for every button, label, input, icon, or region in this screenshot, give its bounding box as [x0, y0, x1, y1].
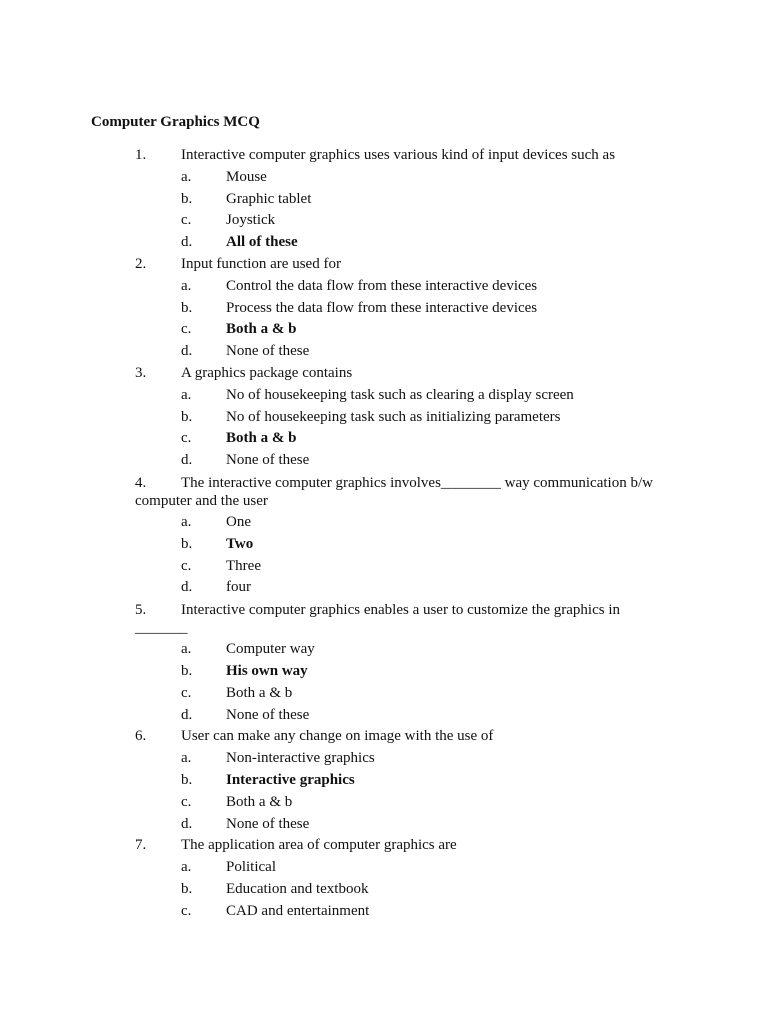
- question-2-option-4: [0, 341, 768, 363]
- correct-answer-text: Both a & b: [226, 321, 297, 338]
- question-line: [0, 835, 768, 857]
- correct-answer-text: Both a & b: [226, 430, 297, 447]
- option-text: Political: [226, 859, 276, 876]
- question-number: 5.: [135, 602, 147, 619]
- question-text: The application area of computer graphics are: [181, 837, 457, 854]
- question-item-5: [0, 599, 768, 726]
- question-1-option-4: [0, 232, 768, 254]
- question-item-1: [0, 145, 768, 254]
- option-text: Computer way: [226, 641, 315, 658]
- question-text: Interactive computer graphics uses various kind of input devices such as: [181, 147, 616, 163]
- option-list: [0, 857, 768, 922]
- question-line: [0, 145, 768, 167]
- question-2-option-3: [0, 319, 768, 341]
- option-letter: b.: [181, 880, 193, 897]
- option-text: None of these: [226, 706, 310, 723]
- question-number: 1.: [135, 147, 147, 163]
- question-2-option-1: [0, 276, 768, 298]
- question-number: 3.: [135, 364, 147, 381]
- question-item-2: [0, 254, 768, 363]
- question-number: 4.: [135, 474, 147, 491]
- option-letter: c.: [181, 557, 192, 574]
- option-letter: c.: [181, 902, 192, 919]
- question-number: 2.: [135, 255, 147, 272]
- question-list: [0, 145, 768, 923]
- option-text: Control the data flow from these interactive devices: [226, 277, 538, 294]
- option-letter: b.: [181, 299, 193, 316]
- option-letter: c.: [181, 793, 192, 810]
- option-letter: b.: [181, 535, 193, 552]
- question-3-option-3: [0, 428, 768, 450]
- question-item-3: [0, 363, 768, 472]
- question-item-4: [0, 472, 768, 599]
- correct-answer-text: Interactive graphics: [226, 771, 355, 788]
- option-letter: a.: [181, 641, 192, 658]
- question-7-option-1: [0, 857, 768, 879]
- question-item-6: [0, 726, 768, 835]
- question-text: Interactive computer graphics enables a user to customize the graphics in _______: [135, 602, 620, 637]
- option-text: Non-interactive graphics: [226, 750, 375, 767]
- option-text: Education and textbook: [226, 880, 369, 897]
- option-letter: a.: [181, 859, 192, 876]
- question-text: Input function are used for: [181, 255, 341, 272]
- option-letter: c.: [181, 430, 192, 447]
- option-list: [0, 748, 768, 835]
- option-letter: c.: [181, 212, 192, 229]
- question-5-option-3: [0, 683, 768, 705]
- option-text: None of these: [226, 343, 310, 360]
- option-text: One: [226, 513, 251, 530]
- option-letter: a.: [181, 513, 192, 530]
- question-1-option-1: [0, 167, 768, 189]
- option-letter: d.: [181, 579, 193, 596]
- question-line: [0, 472, 768, 512]
- option-letter: a.: [181, 386, 192, 403]
- question-line: [0, 254, 768, 276]
- option-letter: a.: [181, 750, 192, 767]
- question-number: 7.: [135, 837, 147, 854]
- option-text: None of these: [226, 452, 310, 469]
- option-letter: a.: [181, 277, 192, 294]
- option-text: Three: [226, 557, 261, 574]
- option-text: No of housekeeping task such as initializing parameters: [226, 408, 561, 425]
- question-6-option-3: [0, 792, 768, 814]
- question-line: [0, 363, 768, 385]
- option-letter: a.: [181, 168, 192, 185]
- question-6-option-4: [0, 814, 768, 836]
- question-text: A graphics package contains: [181, 364, 353, 381]
- question-4-option-1: [0, 512, 768, 534]
- question-2-option-2: [0, 298, 768, 320]
- option-text: CAD and entertainment: [226, 902, 370, 919]
- option-list: [0, 167, 768, 254]
- correct-answer-text: His own way: [226, 662, 308, 679]
- option-letter: d.: [181, 343, 193, 360]
- option-list: [0, 276, 768, 363]
- question-1-option-2: [0, 189, 768, 211]
- question-6-option-1: [0, 748, 768, 770]
- option-letter: b.: [181, 662, 193, 679]
- option-text: Both a & b: [226, 793, 293, 810]
- question-7-option-2: [0, 879, 768, 901]
- question-3-option-2: [0, 407, 768, 429]
- question-item-7: [0, 835, 768, 922]
- question-4-option-2: [0, 534, 768, 556]
- question-line: [0, 726, 768, 748]
- question-3-option-1: [0, 385, 768, 407]
- option-letter: b.: [181, 408, 193, 425]
- option-letter: d.: [181, 815, 193, 832]
- option-text: No of housekeeping task such as clearing a display screen: [226, 386, 574, 403]
- question-7-option-3: [0, 901, 768, 923]
- option-list: [0, 639, 768, 726]
- question-text: User can make any change on image with the use of: [181, 728, 494, 745]
- option-text: Joystick: [226, 212, 276, 229]
- option-text: Process the data flow from these interactive devices: [226, 299, 538, 316]
- option-letter: d.: [181, 452, 193, 469]
- question-1-option-3: [0, 210, 768, 232]
- option-text: four: [226, 579, 251, 596]
- option-letter: b.: [181, 190, 193, 207]
- option-text: Graphic tablet: [226, 190, 312, 207]
- question-5-option-1: [0, 639, 768, 661]
- question-text: The interactive computer graphics involves________ way communication b/w computer and the user: [135, 474, 653, 509]
- question-3-option-4: [0, 450, 768, 472]
- correct-answer-text: All of these: [226, 234, 298, 251]
- option-text: Mouse: [226, 168, 267, 185]
- option-letter: d.: [181, 234, 193, 251]
- question-5-option-2: [0, 661, 768, 683]
- option-letter: b.: [181, 771, 193, 788]
- question-line: [0, 599, 768, 639]
- correct-answer-text: Two: [226, 535, 254, 552]
- question-number: 6.: [135, 728, 147, 745]
- option-letter: c.: [181, 684, 192, 701]
- question-5-option-4: [0, 705, 768, 727]
- question-4-option-3: [0, 556, 768, 578]
- option-list: [0, 512, 768, 599]
- document-title: Computer Graphics MCQ: [91, 114, 260, 130]
- question-4-option-4: [0, 577, 768, 599]
- option-list: [0, 385, 768, 472]
- question-6-option-2: [0, 770, 768, 792]
- option-text: None of these: [226, 815, 310, 832]
- option-letter: c.: [181, 321, 192, 338]
- option-text: Both a & b: [226, 684, 293, 701]
- option-letter: d.: [181, 706, 193, 723]
